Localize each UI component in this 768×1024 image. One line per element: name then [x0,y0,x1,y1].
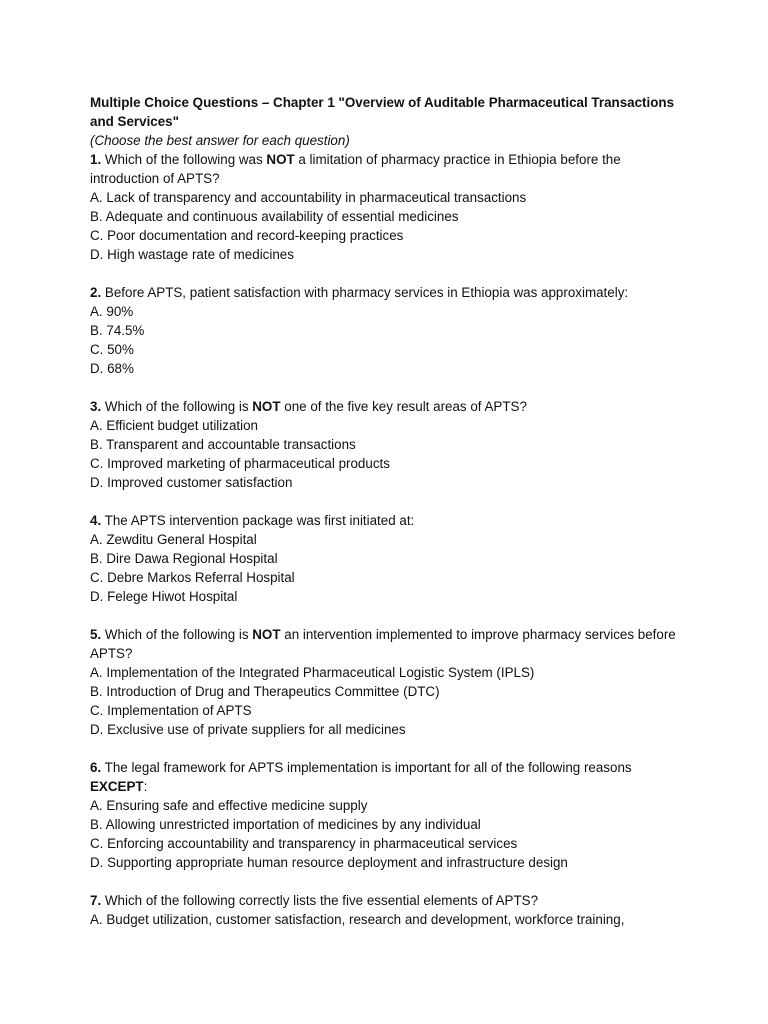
answer-option: D. Supporting appropriate human resource deployment and infrastructure design [90,855,568,870]
question-block-4 [90,511,680,606]
question-number: 6. [90,760,102,775]
answer-option: D. High wastage rate of medicines [90,247,294,262]
answer-option: C. 50% [90,342,134,357]
answer-option: B. Transparent and accountable transactions [90,437,356,452]
answer-option: B. Allowing unrestricted importation of medicines by any individual [90,817,481,832]
answer-option: B. 74.5% [90,323,145,338]
question-stem: Which of the following is [101,399,253,414]
question-text [90,283,680,302]
question-text [90,758,680,796]
answer-option: C. Debre Markos Referral Hospital [90,570,295,585]
question-text [90,150,680,188]
question-number: 5. [90,627,102,642]
answer-option: B. Dire Dawa Regional Hospital [90,551,278,566]
answer-option: D. Improved customer satisfaction [90,475,293,490]
question-stem: Which of the following was [101,152,267,167]
question-stem: The legal framework for APTS implementation is important for all of the following reasons [101,760,632,775]
answer-option: C. Poor documentation and record-keeping practices [90,228,404,243]
question-number: 1. [90,152,102,167]
question-text [90,625,680,663]
question-number: 7. [90,893,102,908]
answer-option: A. Zewditu General Hospital [90,532,257,547]
answer-options [90,796,680,872]
question-stem: The APTS intervention package was first initiated at: [101,513,415,528]
question-stem-end: a limitation of pharmacy practice in Ethiopia before the introduction of APTS? [90,152,621,186]
answer-options [90,910,680,929]
question-keyword: EXCEPT [90,779,144,794]
question-stem: Which of the following correctly lists the five essential elements of APTS? [101,893,539,908]
answer-option: D. Felege Hiwot Hospital [90,589,238,604]
question-keyword: NOT [252,627,281,642]
answer-options [90,188,680,264]
answer-option: C. Implementation of APTS [90,703,252,718]
answer-option: A. 90% [90,304,134,319]
answer-option: B. Adequate and continuous availability of essential medicines [90,209,459,224]
answer-option: A. Ensuring safe and effective medicine supply [90,798,368,813]
document-instructions: (Choose the best answer for each question) [90,133,350,148]
answer-option: D. 68% [90,361,134,376]
question-text [90,511,680,530]
answer-option: A. Implementation of the Integrated Pharmaceutical Logistic System (IPLS) [90,665,535,680]
question-text [90,891,680,910]
answer-options [90,530,680,606]
question-number: 2. [90,285,102,300]
question-stem: Before APTS, patient satisfaction with pharmacy services in Ethiopia was approximately: [101,285,629,300]
answer-option: A. Lack of transparency and accountability in pharmaceutical transactions [90,190,527,205]
question-block-5 [90,625,680,739]
question-block-6 [90,758,680,872]
question-block-7 [90,891,680,929]
question-stem-end: an intervention implemented to improve pharmacy services before APTS? [90,627,676,661]
answer-option: A. Budget utilization, customer satisfaction, research and development, workforce training, [90,912,625,927]
question-block-1 [90,150,680,264]
answer-option: C. Enforcing accountability and transparency in pharmaceutical services [90,836,518,851]
question-list [90,150,680,929]
question-block-3 [90,397,680,492]
question-number: 4. [90,513,102,528]
answer-options [90,302,680,378]
question-number: 3. [90,399,102,414]
answer-option: C. Improved marketing of pharmaceutical products [90,456,390,471]
question-stem: Which of the following is [101,627,253,642]
answer-options [90,663,680,739]
answer-options [90,416,680,492]
document-page [90,93,680,929]
question-keyword: NOT [266,152,295,167]
question-stem-end: : [143,779,148,794]
question-keyword: NOT [252,399,281,414]
answer-option: B. Introduction of Drug and Therapeutics Committee (DTC) [90,684,440,699]
answer-option: D. Exclusive use of private suppliers for all medicines [90,722,406,737]
question-stem-end: one of the five key result areas of APTS? [280,399,527,414]
question-block-2 [90,283,680,378]
question-text [90,397,680,416]
answer-option: A. Efficient budget utilization [90,418,258,433]
document-title: Multiple Choice Questions – Chapter 1 "Overview of Auditable Pharmaceutical Transactions and Services" [90,95,675,129]
